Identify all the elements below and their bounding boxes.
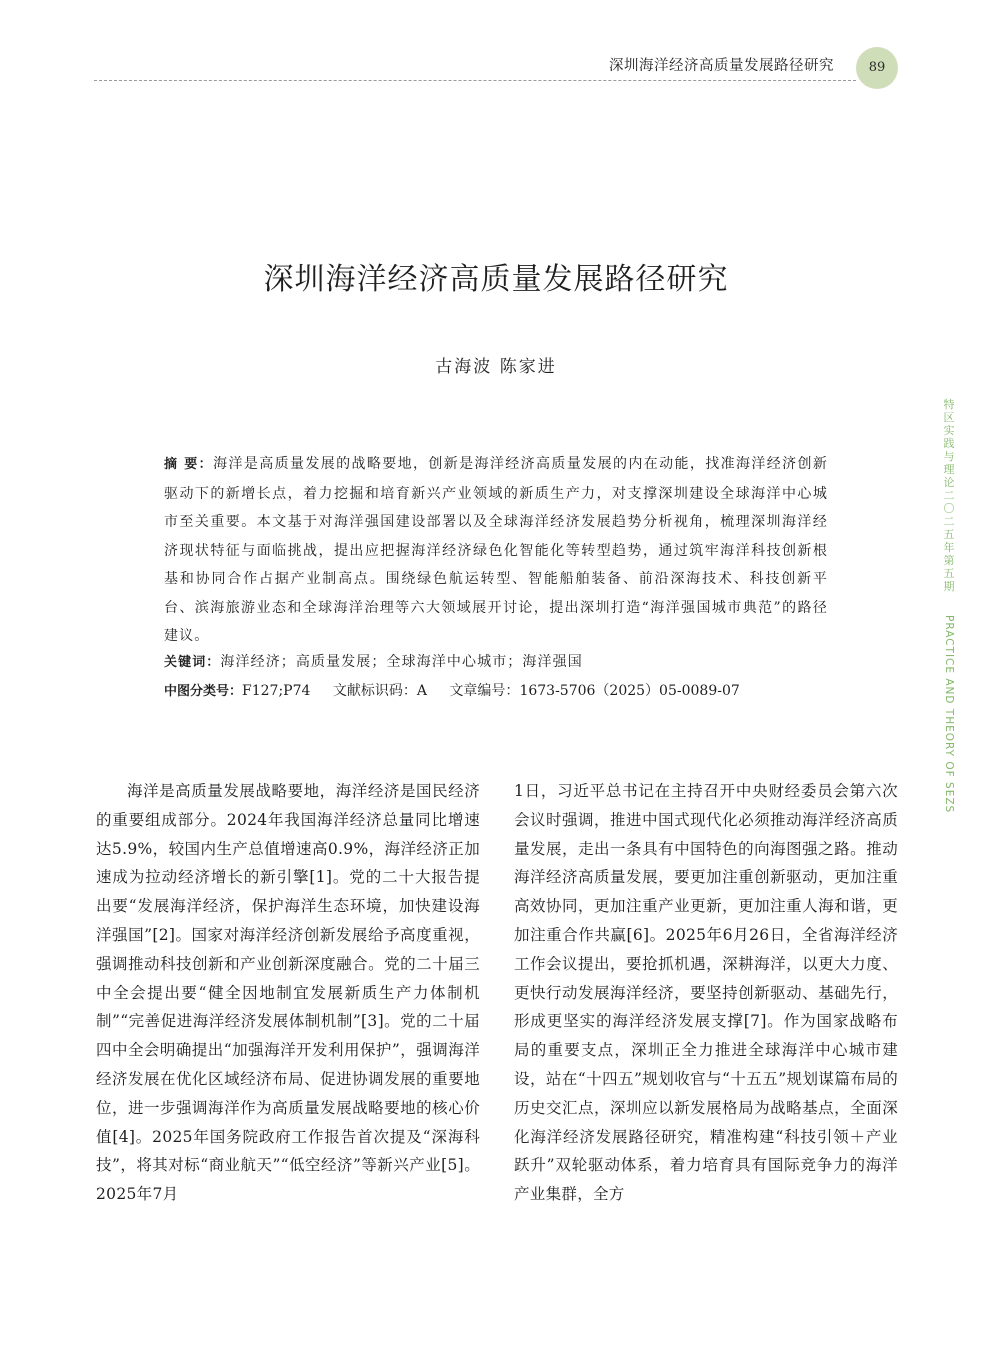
page-number-badge: 89 xyxy=(856,47,898,89)
abstract-text: 海洋是高质量发展的战略要地，创新是海洋经济高质量发展的内在动能，找准海洋经济创新驱动下的新增长点，着力挖掘和培育新兴产业领域的新质生产力，对支撑深圳建设全球海洋中心城市至关重要。本文基于对海洋强国建设部署以及全球海洋经济发展趋势分析视角，梳理深圳海洋经济现状特征与面临挑战，提出应把握海洋经济绿色化智能化等转型趋势，通过筑牢海洋科技创新根基和协同合作占据产业制高点。围绕绿色航运转型、智能船舶装备、前沿深海技术、科技创新平台、滨海旅游业态和全球海洋治理等六大领域展开讨论，提出深圳打造“海洋强国城市典范”的路径建议。 xyxy=(164,456,829,644)
doc-code-label: 文献标识码： xyxy=(332,683,417,699)
clc xyxy=(164,683,310,699)
clc-value: F127;P74 xyxy=(242,683,311,699)
article-title: 深圳海洋经济高质量发展路径研究 xyxy=(263,263,729,296)
body-left-column: 海洋是高质量发展战略要地，海洋经济是国民经济的重要组成部分。2024年我国海洋经济总量同比增速达5.9%，较国内生产总值增速高0.9%，海洋经济正加速成为拉动经济增长的新引擎[1]。党的二十大报告提出要“发展海洋经济，保护海洋生态环境，加快建设海洋强国”[2]。国家对海洋经济创新发展给予高度重视，强调推动科技创新和产业创新深度融合。党的二十届三中全会提出要“健全因地制宜发展新质生产力体制机制”“完善促进海洋经济发展体制机制”[3]。党的二十届四中全会明确提出“加强海洋开发利用保护”，强调海洋经济发展在优化区域经济布局、促进协调发展的重要地位，进一步强调海洋作为高质量发展战略要地的核心价值[4]。2025年国务院政府工作报告首次提及“深海科技”，将其对标“商业航天”“低空经济”等新兴产业[5]。2025年7月 xyxy=(96,782,480,1204)
clc-label: 中图分类号： xyxy=(164,684,243,699)
side-journal-latin: PRACTICE AND THEORY OF SEZS xyxy=(943,615,955,814)
doc-code-value: A xyxy=(416,683,427,699)
side-journal-label: 特区实践与理论 二〇二五年 第五期 xyxy=(943,398,955,593)
abstract-label: 摘 要： xyxy=(164,457,214,472)
article-number xyxy=(449,683,739,699)
abstract xyxy=(164,450,828,651)
keywords-label: 关键词： xyxy=(164,655,221,670)
running-header xyxy=(94,48,856,81)
classification-line xyxy=(164,680,828,700)
article-number-value: 1673-5706（2025）05-0089-07 xyxy=(519,683,740,699)
article-number-label: 文章编号： xyxy=(449,683,520,699)
keywords-text: 海洋经济；高质量发展；全球海洋中心城市；海洋强国 xyxy=(220,654,583,670)
doc-code xyxy=(333,683,427,699)
running-title: 深圳海洋经济高质量发展路径研究 xyxy=(609,58,834,74)
keywords xyxy=(164,651,583,671)
body-right-column: 1日，习近平总书记在主持召开中央财经委员会第六次会议时强调，推进中国式现代化必须推动海洋经济高质量发展，走出一条具有中国特色的向海图强之路。推动海洋经济高质量发展，要更加注重创新驱动，更加注重高效协同，更加注重产业更新，更加注重人海和谐，更加注重合作共赢[6]。2025年6月26日，全省海洋经济工作会议提出，要抢抓机遇，深耕海洋，以更大力度、更快行动发展海洋经济，要坚持创新驱动、基础先行，形成更坚实的海洋经济发展支撑[7]。作为国家战略布局的重要支点，深圳正全力推进全球海洋中心城市建设，站在“十四五”规划收官与“十五五”规划谋篇布局的历史交汇点，深圳应以新发展格局为战略基点，全面深化海洋经济发展路径研究，精准构建“科技引领＋产业跃升”双轮驱动体系，着力培育具有国际竞争力的海洋产业集群，全方 xyxy=(514,782,898,1204)
article-authors: 古海波 陈家进 xyxy=(435,357,557,377)
